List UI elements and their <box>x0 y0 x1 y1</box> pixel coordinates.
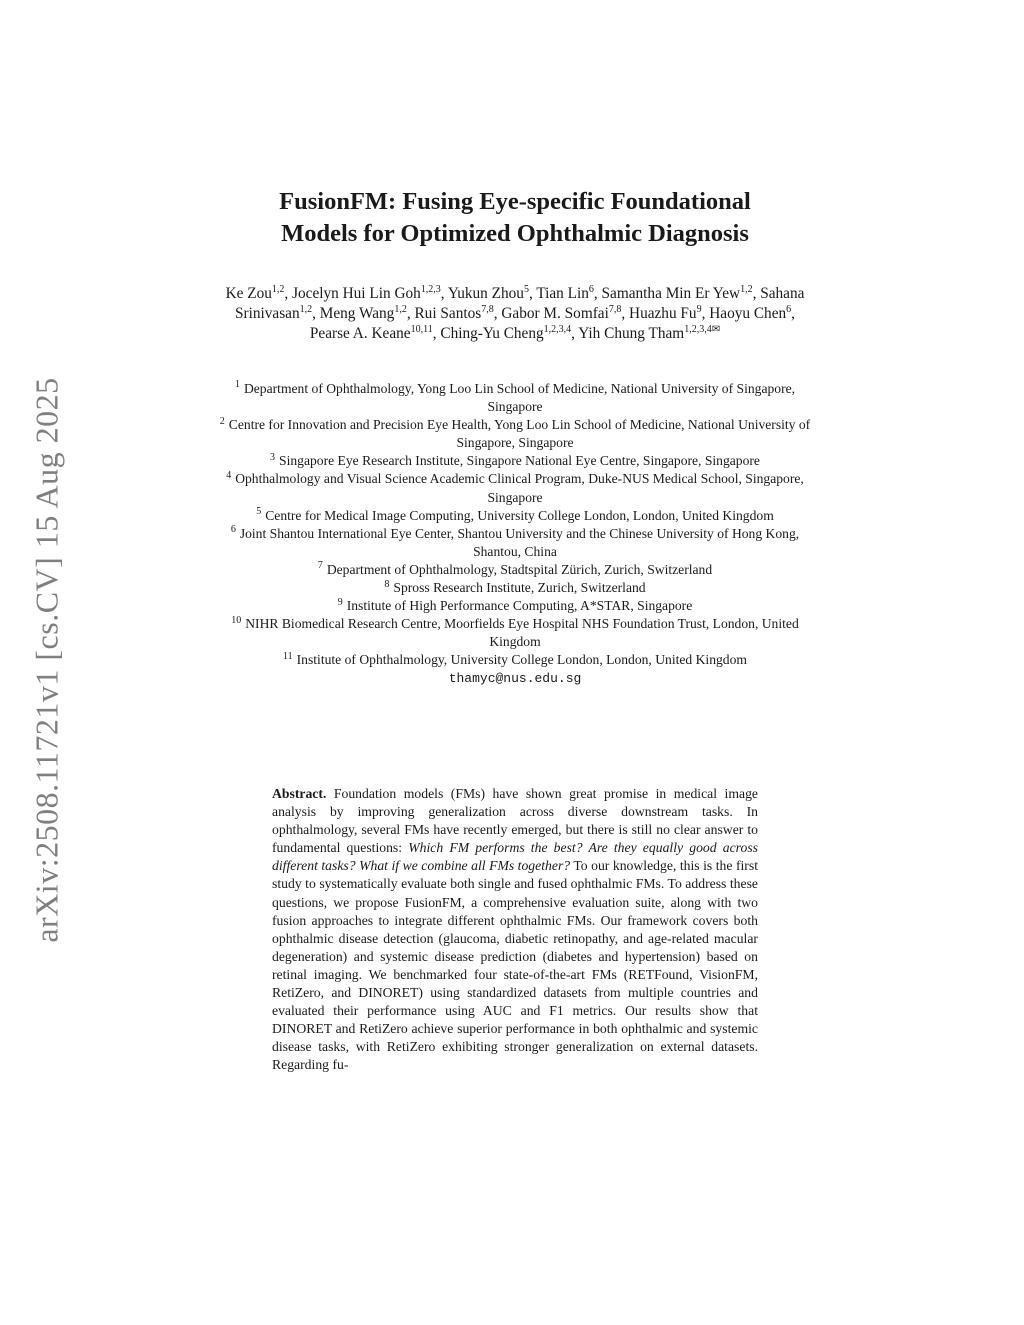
author-affiliation-marker: 1,2 <box>299 303 313 315</box>
affiliation-item <box>215 597 815 615</box>
affiliation-number: 3 <box>270 451 276 463</box>
affiliation-text: Centre for Innovation and Precision Eye Health, Yong Loo Lin School of Medicine, National University of Singapore, Singapore <box>228 417 811 451</box>
affiliation-number: 8 <box>384 578 390 590</box>
affiliation-item <box>215 416 815 452</box>
affiliation-item <box>215 470 815 506</box>
affiliation-item <box>215 651 815 669</box>
affiliation-item <box>215 525 815 561</box>
affiliation-text: Singapore Eye Research Institute, Singapore National Eye Centre, Singapore, Singapore <box>279 453 760 469</box>
affiliation-item <box>215 452 815 470</box>
affiliation-text: NIHR Biomedical Research Centre, Moorfields Eye Hospital NHS Foundation Trust, London, United Kingdom <box>245 616 799 650</box>
affiliation-text: Ophthalmology and Visual Science Academic Clinical Program, Duke-NUS Medical School, Singapore, Singapore <box>235 471 804 505</box>
affiliation-text: Joint Shantou International Eye Center, Shantou University and the Chinese University of Hong Kong, Shantou, China <box>239 525 800 559</box>
abstract <box>272 785 758 1075</box>
author-name: Huazhu Fu <box>629 305 697 322</box>
affiliation-number: 7 <box>317 560 323 572</box>
abstract-text-part2: To our knowledge, this is the first study to systematically evaluate both single and fused ophthalmic FMs. To address these questions, we propose FusionFM, a comprehensive evaluation suite, along with two fusion approaches to integrate different ophthalmic FMs. Our framework covers both ophthalmic disease detection (glaucoma, diabetic retinopathy, and age-related macular degeneration) and systemic disease prediction (diabetes and hypertension) based on retinal imaging. We benchmarked four state-of-the-art FMs (RETFound, VisionFM, RetiZero, and DINORET) using standardized datasets from multiple countries and evaluated their performance using AUC and F1 metrics. Our results show that DINORET and RetiZero achieve superior performance in both ophthalmic and systemic disease tasks, with RetiZero exhibiting stronger generalization on external datasets. Regarding fu- <box>272 858 758 1073</box>
abstract-text-part1: Foundation models (FMs) have shown great promise in medical image analysis by improving generalization across diverse downstream tasks. In ophthalmology, several FMs have recently emerged, but there is still no clear answer to fundamental questions: <box>272 786 758 856</box>
affiliation-text: Department of Ophthalmology, Yong Loo Lin School of Medicine, National University of Singapore, Singapore <box>243 381 796 415</box>
author-affiliation-marker: 1,2,3 <box>420 283 441 295</box>
affiliation-number: 9 <box>337 596 343 608</box>
affiliation-text: Department of Ophthalmology, Stadtspital Zürich, Zurich, Switzerland <box>326 561 713 577</box>
affiliation-item <box>215 615 815 651</box>
author-affiliation-marker: 7,8 <box>608 303 622 315</box>
author-affiliation-marker: 1,2,3,4 <box>543 323 572 335</box>
affiliation-number: 1 <box>234 379 240 391</box>
author-affiliation-marker: 6 <box>786 303 792 315</box>
author-affiliation-marker: 5 <box>523 283 529 295</box>
author-affiliation-marker: 1,2 <box>740 283 753 295</box>
author-affiliation-marker: 10,11 <box>410 323 433 335</box>
affiliation-item <box>215 380 815 416</box>
arxiv-sidebar <box>24 360 70 960</box>
author-name: Rui Santos <box>414 305 482 322</box>
author-name: Yukun Zhou <box>447 285 524 302</box>
author-name: Ching-Yu Cheng <box>440 325 544 342</box>
affiliation-item <box>215 579 815 597</box>
author-affiliation-marker: 6 <box>588 283 594 295</box>
paper-title <box>200 186 830 250</box>
affiliation-list <box>215 380 815 688</box>
affiliation-number: 6 <box>230 524 236 536</box>
abstract-label: Abstract. <box>272 786 327 801</box>
affiliation-number: 4 <box>226 469 232 481</box>
author-name: Gabor M. Somfai <box>501 305 609 322</box>
affiliation-number: 2 <box>219 415 225 427</box>
author-affiliation-marker: 1,2,3,4✉ <box>684 323 721 335</box>
author-name: Pearse A. Keane <box>309 325 411 342</box>
affiliation-item <box>215 561 815 579</box>
author-name: Yih Chung Tham <box>578 325 685 342</box>
abstract-italic-questions: Which FM performs the best? Are they equally good across different tasks? What if we combine all FMs together? <box>272 840 758 874</box>
affiliation-number: 5 <box>256 506 262 518</box>
title-line-2: Models for Optimized Ophthalmic Diagnosis <box>281 220 749 247</box>
author-name: Sahana Srinivasan <box>235 285 805 322</box>
author-affiliation-marker: 7,8 <box>481 303 494 315</box>
author-affiliation-marker: 9 <box>696 303 702 315</box>
author-name: Jocelyn Hui Lin Goh <box>292 285 421 302</box>
author-name: Haoyu Chen <box>709 305 787 322</box>
author-list: Ke Zou$^{1,2}$, Jocelyn Hui Lin Goh$^{1,2,3}$, Yukun Zhou$^5$, Tian Lin$^6$, Samantha Min Er Yew$^{1,2}$, Sahana Srinivasan$^{1,2}$, Meng Wang$^{1,2}$, Rui Santos$^{7,8}$, Gabor M. Somfai$^{7,8}$, Huazhu Fu$^9$, Haoyu Chen$^6$, Pearse A. Keane$^{10,11}$, Ching-Yu Cheng$^{1,2,3,4}$, Yih Chung Tham$^{1,2,3,4✉}$ <box>225 283 805 342</box>
affiliation-text: Centre for Medical Image Computing, University College London, London, United Kingdom <box>265 507 774 523</box>
author-name: Meng Wang <box>319 305 395 322</box>
author-affiliation-marker: 1,2 <box>271 283 285 295</box>
affiliation-text: Institute of Ophthalmology, University College London, London, United Kingdom <box>296 652 747 668</box>
author-name: Samantha Min Er Yew <box>601 285 741 302</box>
author-name: Tian Lin <box>536 285 589 302</box>
affiliation-item <box>215 507 815 525</box>
affiliation-number: 10 <box>231 614 242 626</box>
affiliation-number: 11 <box>283 650 293 662</box>
contact-email: thamyc@nus.edu.sg <box>448 670 582 686</box>
title-line-1: FusionFM: Fusing Eye-specific Foundational <box>279 188 751 215</box>
arxiv-identifier: arXiv:2508.11721v1 [cs.CV] 15 Aug 2025 <box>28 377 65 943</box>
author-name: Ke Zou <box>225 285 272 302</box>
author-affiliation-marker: 1,2 <box>394 303 407 315</box>
affiliation-text: Institute of High Performance Computing, A*STAR, Singapore <box>346 598 693 614</box>
affiliation-text: Spross Research Institute, Zurich, Switzerland <box>393 580 646 596</box>
